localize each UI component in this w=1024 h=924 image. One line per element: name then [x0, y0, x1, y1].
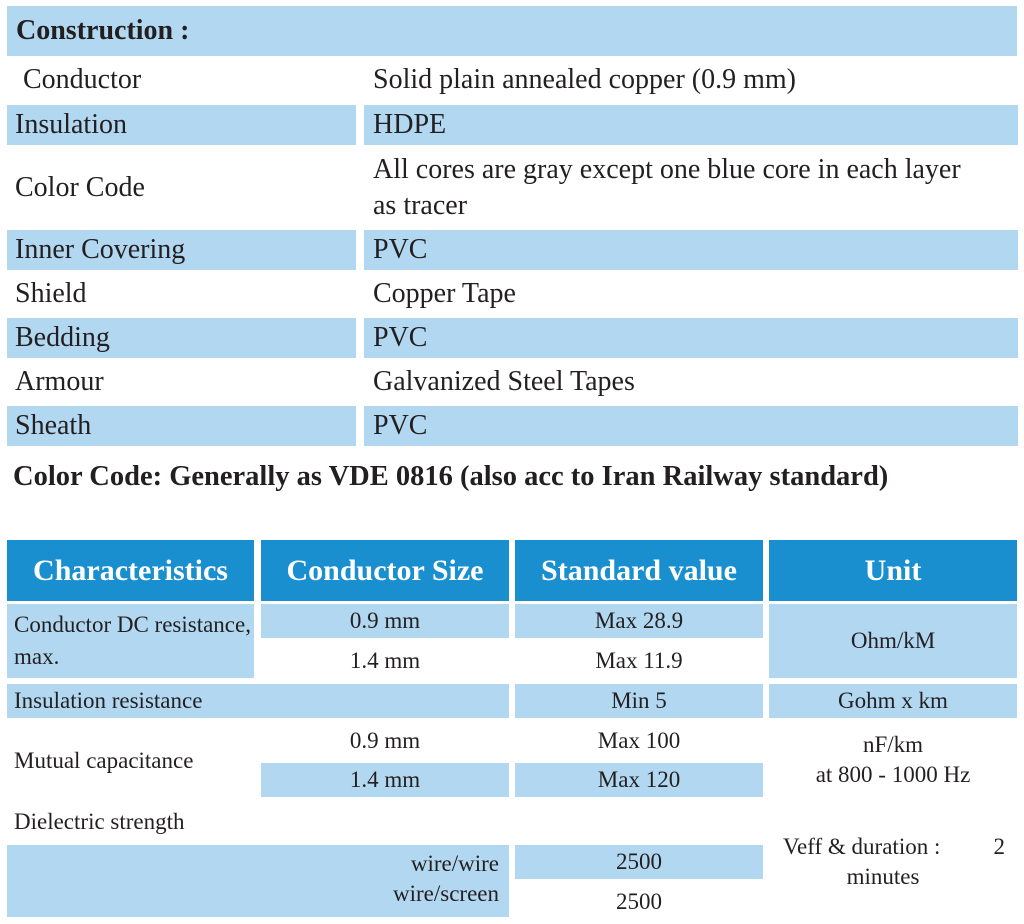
mutual-capacitance-label: Mutual capacitance — [14, 748, 194, 773]
dielectric-unit — [769, 832, 1017, 896]
construction-value-color-code: All cores are gray except one blue core in each layer as tracer — [373, 154, 961, 221]
mutual-capacitance-unit — [769, 730, 1017, 794]
construction-value-armour: Galvanized Steel Tapes — [373, 366, 635, 397]
dielectric-strength-label: Dielectric strength — [14, 809, 185, 834]
mutual-capacitance-value-1: Max 100 — [597, 728, 681, 753]
construction-label-bedding: Bedding — [7, 318, 356, 358]
construction-value-sheath: PVC — [364, 406, 1018, 446]
construction-label-sheath: Sheath — [7, 406, 356, 446]
dielectric-unit-num: 2 — [993, 834, 1005, 859]
construction-label-shield: Shield — [15, 278, 87, 309]
dc-resistance-value-2: Max 11.9 — [595, 648, 683, 673]
dc-resistance-value-1: Max 28.9 — [515, 604, 763, 638]
dielectric-unit-line1: Veff & duration : — [783, 834, 941, 859]
construction-label-color-code: Color Code — [15, 172, 145, 203]
header-unit: Unit — [769, 540, 1017, 601]
construction-value-conductor: Solid plain annealed copper (0.9 mm) — [373, 64, 796, 95]
construction-header: Construction : — [7, 6, 1017, 56]
dielectric-value-1: 2500 — [515, 845, 763, 879]
mutual-capacitance-value-2: Max 120 — [515, 763, 763, 797]
insulation-resistance-value: Min 5 — [515, 684, 763, 718]
dc-resistance-label: Conductor DC resistance, max. — [7, 604, 254, 678]
construction-label-conductor: Conductor — [23, 64, 142, 95]
dielectric-unit-line2: minutes — [846, 864, 920, 889]
header-conductor-size: Conductor Size — [261, 540, 509, 601]
construction-value-shield: Copper Tape — [373, 278, 516, 309]
construction-label-insulation: Insulation — [7, 105, 356, 145]
mutual-capacitance-size-1: 0.9 mm — [349, 728, 421, 753]
mutual-capacitance-unit-line2: at 800 - 1000 Hz — [815, 762, 971, 787]
dielectric-value-2: 2500 — [616, 889, 662, 914]
insulation-resistance-unit: Gohm x km — [769, 684, 1017, 718]
dielectric-sub-2: wire/screen — [393, 881, 499, 906]
construction-label-inner-covering: Inner Covering — [7, 230, 356, 270]
construction-value-insulation: HDPE — [364, 105, 1018, 145]
construction-value-inner-covering: PVC — [364, 230, 1018, 270]
header-standard-value: Standard value — [515, 540, 763, 601]
dc-resistance-size-2: 1.4 mm — [349, 648, 421, 673]
mutual-capacitance-size-2: 1.4 mm — [261, 763, 509, 797]
dc-resistance-unit: Ohm/kM — [769, 604, 1017, 678]
color-code-note: Color Code: Generally as VDE 0816 (also acc to Iran Railway standard) — [13, 461, 889, 492]
dielectric-sub-1: wire/wire — [410, 851, 499, 876]
mutual-capacitance-unit-line1: nF/km — [862, 732, 924, 757]
dielectric-strength-sub — [7, 845, 509, 917]
construction-label-armour: Armour — [15, 366, 104, 397]
insulation-resistance-label: Insulation resistance — [7, 684, 509, 718]
dc-resistance-size-1: 0.9 mm — [261, 604, 509, 638]
header-characteristics: Characteristics — [7, 540, 254, 601]
construction-value-bedding: PVC — [364, 318, 1018, 358]
dielectric-unit-row1 — [769, 832, 1017, 862]
